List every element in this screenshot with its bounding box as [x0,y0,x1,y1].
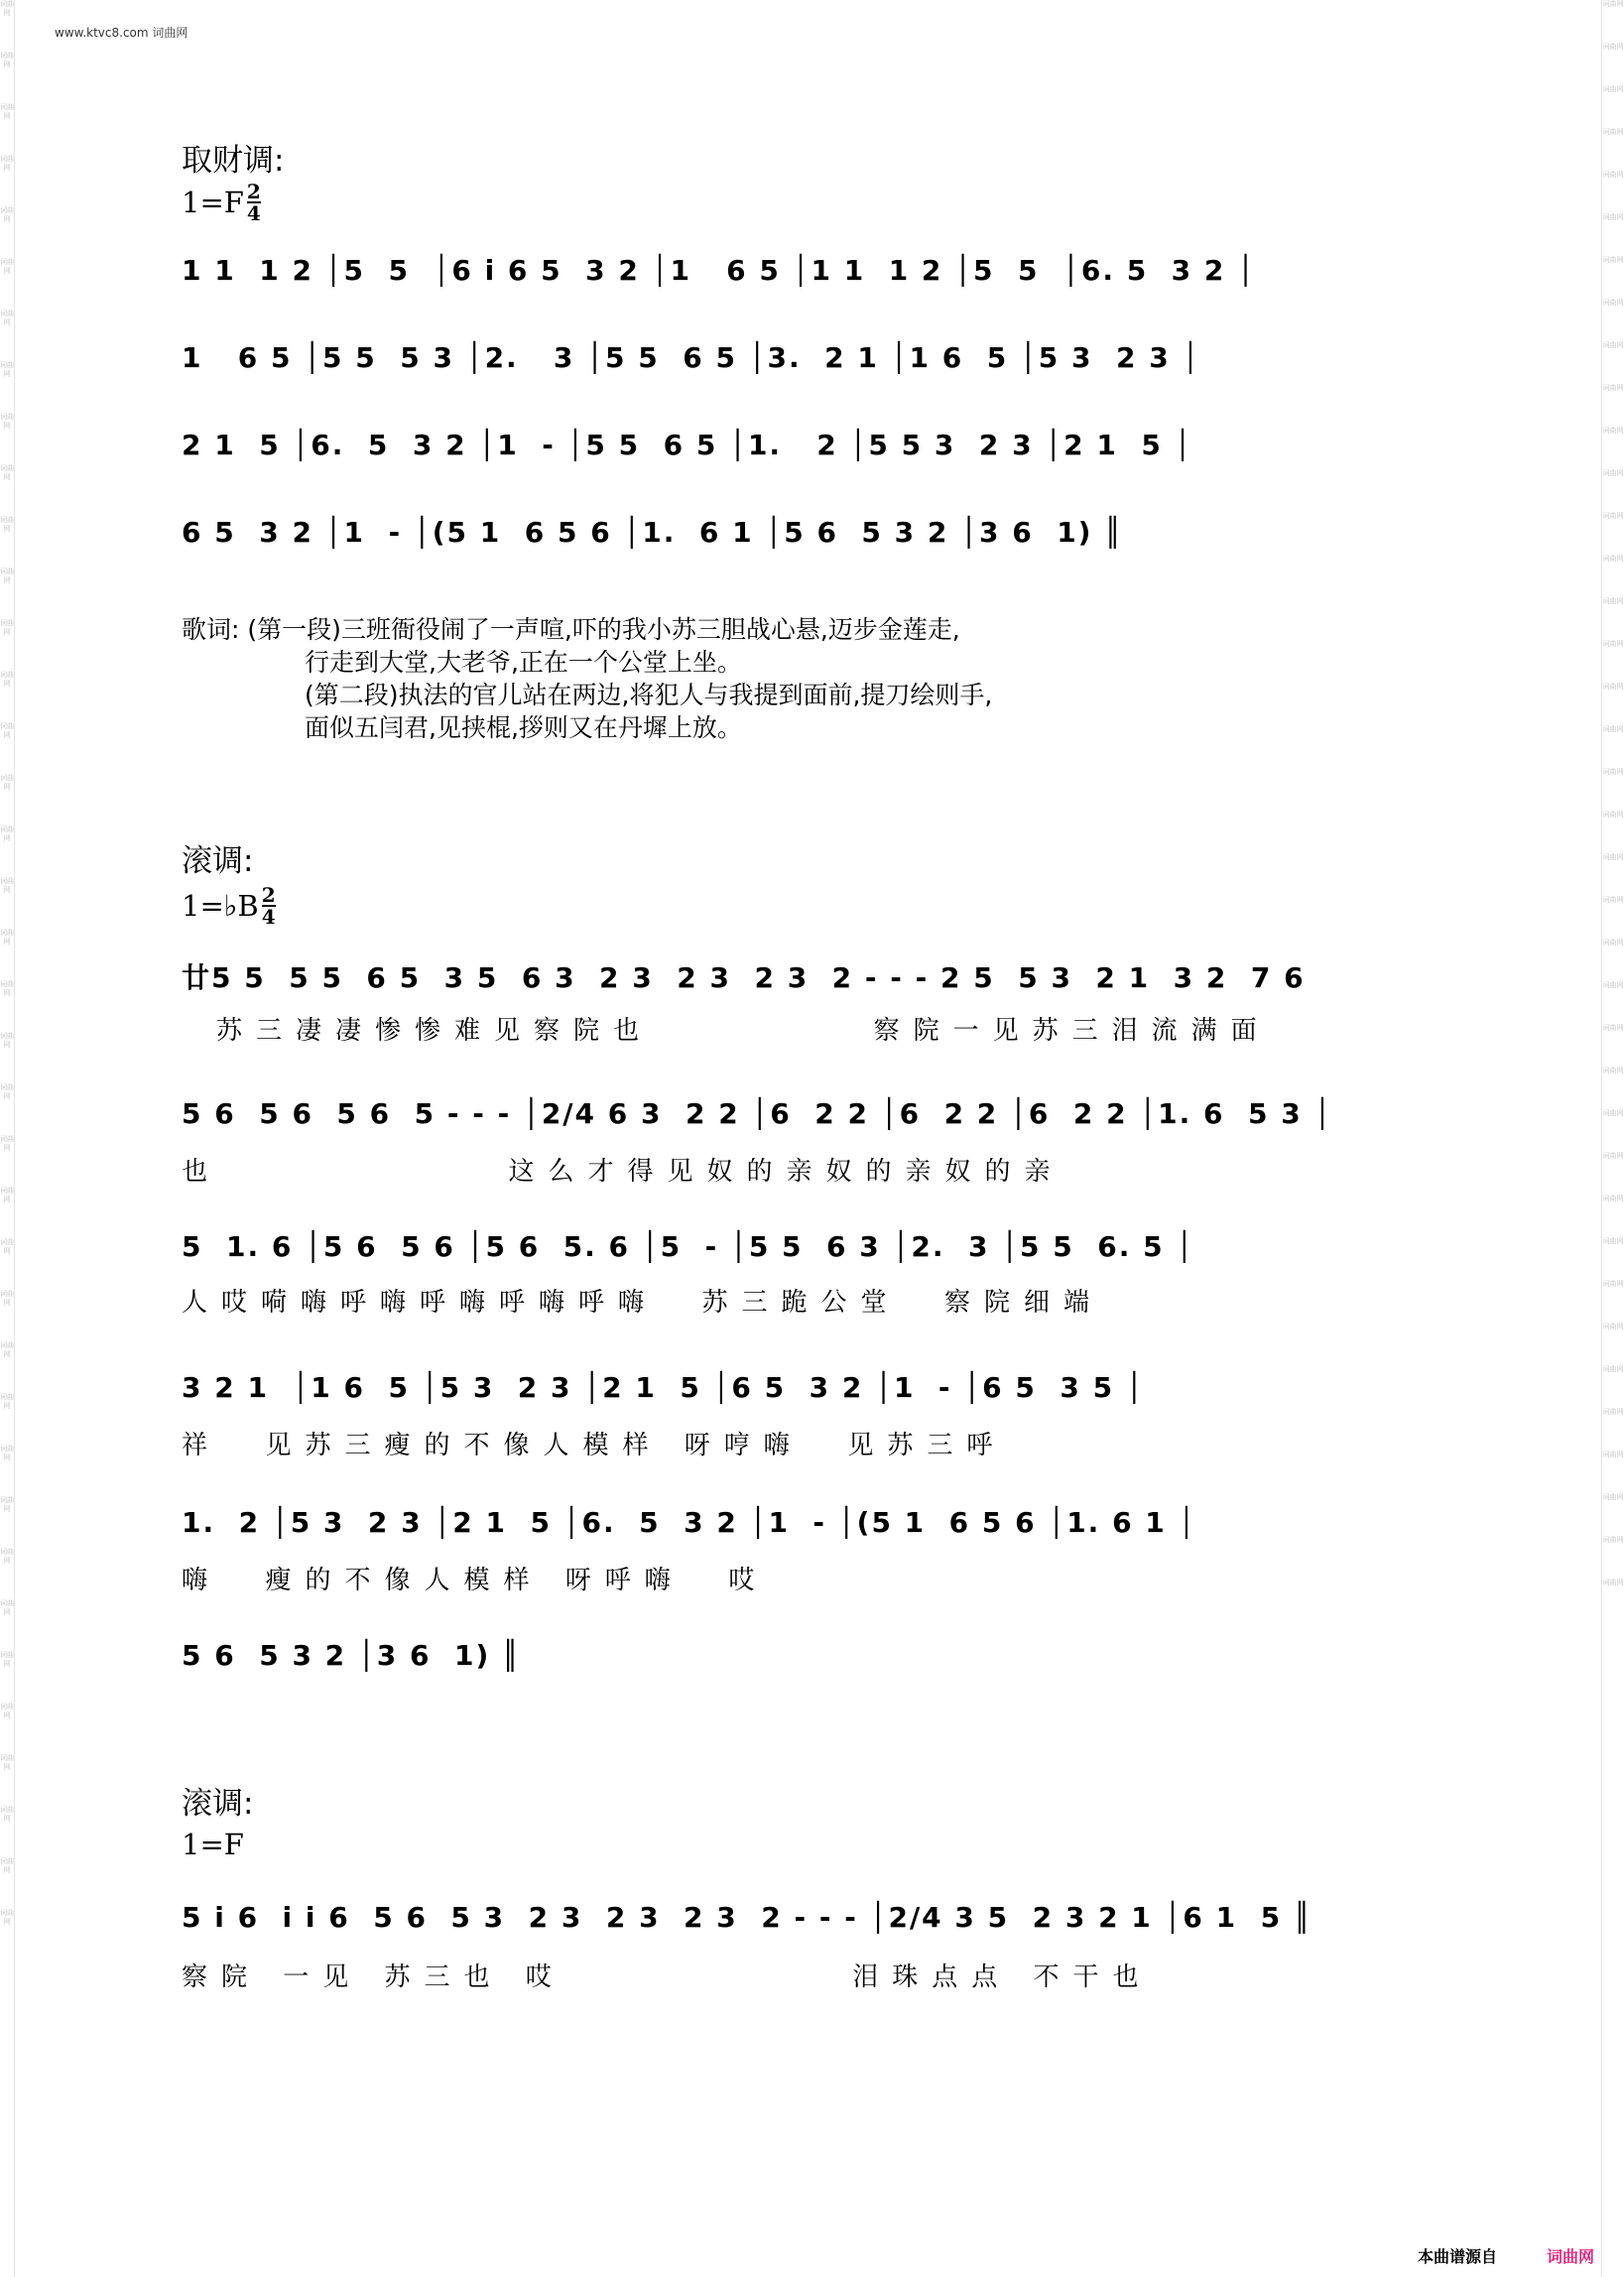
notes: 2 1 5 │6. 5 3 2 │1 - │5 5 6 5 │1. 2 │5 5 3 2 3 │2 1 5 │ [182,429,1193,461]
score-line [182,952,1451,1002]
watermark-text: 词曲网 [0,671,14,688]
watermark-text: 词曲网 [0,722,14,739]
watermark-text: 词曲网 [1602,1323,1624,1330]
watermark-text: 词曲网 [1602,384,1624,392]
watermark-text: 词曲网 [0,1238,14,1255]
score-line [182,250,1451,300]
lyrics-line: 面似五闫君,见挟棍,拶则又在丹墀上放。 [305,713,742,742]
lyrics-block [182,613,992,744]
watermark-text: 词曲网 [0,774,14,791]
watermark-text: 词曲网 [0,1393,14,1410]
watermark-text: 词曲网 [0,1857,14,1874]
watermark-text: 词曲网 [0,155,14,172]
score-line [182,1226,1451,1276]
notes: 5 6 5 6 5 6 5 - - - │2/4 6 3 2 2 │6 2 2 │6 2 2 │6 2 2 │1. 6 5 3 │ [182,1097,1333,1130]
section-title-1: 取财调: [182,143,285,179]
watermark-text: 词曲网 [1602,640,1624,648]
watermark-text: 词曲网 [1602,1451,1624,1458]
watermark-text: 词曲网 [0,361,14,378]
watermark-text: 词曲网 [0,1599,14,1616]
watermark-text: 词曲网 [0,1806,14,1823]
score-line [182,512,1451,562]
watermark-text: 词曲网 [0,0,14,17]
watermark-text: 词曲网 [1602,1067,1624,1075]
watermark-text: 词曲网 [0,310,14,326]
watermark-text: 词曲网 [0,1290,14,1307]
lyrics-label: 歌词: [182,615,240,644]
watermark-text: 词曲网 [0,877,14,894]
watermark-text: 词曲网 [1602,811,1624,819]
watermark-text: 词曲网 [0,825,14,842]
lyrics-text: (第一段)三班衙役闹了一声喧,吓的我小苏三胆战心悬,迈步金莲走, [247,615,960,644]
watermark-text: 词曲网 [1602,0,1624,8]
footer-brand-link[interactable]: 词曲网 [1546,2247,1594,2266]
notes: 5 6 5 3 2 │3 6 1) ║ [182,1639,521,1672]
watermark-text: 词曲网 [0,413,14,430]
watermark-text: 词曲网 [1602,512,1624,520]
lyric-line: 苏三凄凄惨惨难见察院也 察院一见苏三泪流满面 [216,1016,1271,1046]
key-label: 1=F [182,1828,244,1861]
lyrics-line: (第二段)执法的官儿站在两边,将犯人与我提到面前,提刀绘则手, [305,681,993,709]
key-label: 1=♭B [182,889,259,923]
watermark-text: 词曲网 [1602,1536,1624,1544]
watermark-text: 词曲网 [1602,1408,1624,1416]
watermark-text: 词曲网 [0,1187,14,1203]
notes: 1 1 1 2 │5 5 │6 i 6 5 3 2 │1 6 5 │1 1 1 2 │5 5 │6. 5 3 2 │ [182,254,1256,287]
watermark-text: 词曲网 [0,1341,14,1358]
lyric-line: 嗨 瘦的不像人模样 呀呼嗨 哎 [182,1566,769,1595]
watermark-text: 词曲网 [1602,1152,1624,1160]
score-line [182,1093,1451,1143]
watermark-text: 词曲网 [1602,597,1624,605]
key-signature-2 [182,885,276,927]
ts-den: 4 [246,201,261,225]
lyrics-line: 行走到大堂,大老爷,正在一个公堂上坐。 [305,648,742,677]
notes: 6 5 3 2 │1 - │(5 1 6 5 6 │1. 6 1 │5 6 5 3 2 │3 6 1) ║ [182,516,1124,549]
notes: 5 i 6 i i 6 5 6 5 3 2 3 2 3 2 3 2 - - - │2/4 3 5 2 3 2 1 │6 1 5 ║ [182,1901,1312,1934]
watermark-text: 词曲网 [0,1754,14,1771]
watermark-text: 词曲网 [1602,853,1624,861]
watermark-text: 词曲网 [1602,427,1624,435]
section-title-2: 滚调: [182,843,254,879]
left-watermark-strip [0,0,15,2277]
notes: 5 1. 6 │5 6 5 6 │5 6 5. 6 │5 - │5 5 6 3 │2. 3 │5 5 6. 5 │ [182,1230,1195,1263]
watermark-text: 词曲网 [1602,939,1624,947]
watermark-text: 词曲网 [1602,1280,1624,1288]
ts-num: 2 [261,883,276,907]
score-line [182,1367,1451,1417]
score-line [182,1502,1451,1552]
watermark-text: 词曲网 [0,1909,14,1926]
watermark-text: 词曲网 [0,1496,14,1513]
watermark-text: 词曲网 [0,1135,14,1152]
lyric-line: 人哎嗬嗨呼嗨呼嗨呼嗨呼嗨 苏三跪公堂 察院细端 [182,1288,1104,1318]
watermark-text: 词曲网 [0,929,14,946]
notes: 1 6 5 │5 5 5 3 │2. 3 │5 5 6 5 │3. 2 1 │1 6 5 │5 3 2 3 │ [182,341,1201,374]
watermark-text: 词曲网 [0,206,14,223]
lyric-line: 察院 一见 苏三也 哎 泪珠点点 不干也 [182,1962,1153,1992]
watermark-text: 词曲网 [1602,1237,1624,1245]
ts-den: 4 [261,905,276,929]
watermark-text: 词曲网 [0,568,14,584]
score-line [182,1897,1451,1947]
watermark-text: 词曲网 [1602,1195,1624,1202]
watermark-text: 词曲网 [0,1445,14,1461]
watermark-text: 词曲网 [1602,1493,1624,1501]
time-signature [247,182,261,223]
score-line [182,425,1451,474]
watermark-text: 词曲网 [1602,85,1624,93]
watermark-text: 词曲网 [0,980,14,997]
ts-num: 2 [246,180,261,203]
watermark-text: 词曲网 [1602,896,1624,904]
score-line [182,337,1451,387]
watermark-text: 词曲网 [0,1651,14,1668]
notes: 3 2 1 │1 6 5 │5 3 2 3 │2 1 5 │6 5 3 2 │1 - │6 5 3 5 │ [182,1371,1145,1404]
site-url: www.ktvc8.com 词曲网 [55,26,188,40]
score-line [182,1635,777,1685]
watermark-text: 词曲网 [0,1703,14,1719]
watermark-text: 词曲网 [1602,341,1624,349]
watermark-text: 词曲网 [0,619,14,636]
watermark-text: 词曲网 [1602,768,1624,776]
watermark-text: 词曲网 [1602,213,1624,221]
watermark-text: 词曲网 [0,258,14,275]
notes: 1. 2 │5 3 2 3 │2 1 5 │6. 5 3 2 │1 - │(5 1 6 5 6 │1. 6 1 │ [182,1506,1197,1539]
watermark-text: 词曲网 [1602,469,1624,477]
time-signature [262,885,276,927]
watermark-text: 词曲网 [0,516,14,533]
right-watermark-strip [1601,0,1624,2277]
watermark-text: 词曲网 [0,464,14,481]
watermark-text: 词曲网 [0,52,14,68]
watermark-text: 词曲网 [0,1083,14,1100]
watermark-text: 词曲网 [1602,1579,1624,1586]
lyrics-line [182,613,992,646]
watermark-text: 词曲网 [0,1548,14,1565]
lyric-line: 祥 见苏三瘦的不像人模样 呀哼嗨 见苏三呼 [182,1431,1007,1460]
watermark-text: 词曲网 [1602,683,1624,691]
footer-source: 本曲谱源自 [1417,2247,1497,2266]
watermark-text: 词曲网 [1602,981,1624,989]
key-label: 1=F [182,186,244,219]
watermark-text: 词曲网 [1602,555,1624,563]
key-signature-1 [182,182,261,223]
lyric-line: 也 这么才得见奴的亲奴的亲奴的亲 [182,1157,1064,1187]
watermark-text: 词曲网 [1602,725,1624,733]
watermark-text: 词曲网 [1602,128,1624,136]
watermark-text: 词曲网 [1602,1365,1624,1373]
watermark-text: 词曲网 [1602,256,1624,264]
watermark-text: 词曲网 [0,103,14,120]
watermark-text: 词曲网 [1602,299,1624,307]
notes: 廿5 5 5 5 6 5 3 5 6 3 2 3 2 3 2 3 2 - - - 2 5 5 3 2 1 3 2 7 6 [182,961,1306,994]
watermark-text: 词曲网 [1602,1109,1624,1117]
key-signature-3 [182,1828,244,1861]
watermark-text: 词曲网 [1602,1024,1624,1032]
watermark-text: 词曲网 [0,1032,14,1049]
section-title-3: 滚调: [182,1786,254,1822]
footer-credit [1418,2244,1594,2267]
watermark-text: 词曲网 [1602,43,1624,51]
watermark-text: 词曲网 [1602,171,1624,179]
